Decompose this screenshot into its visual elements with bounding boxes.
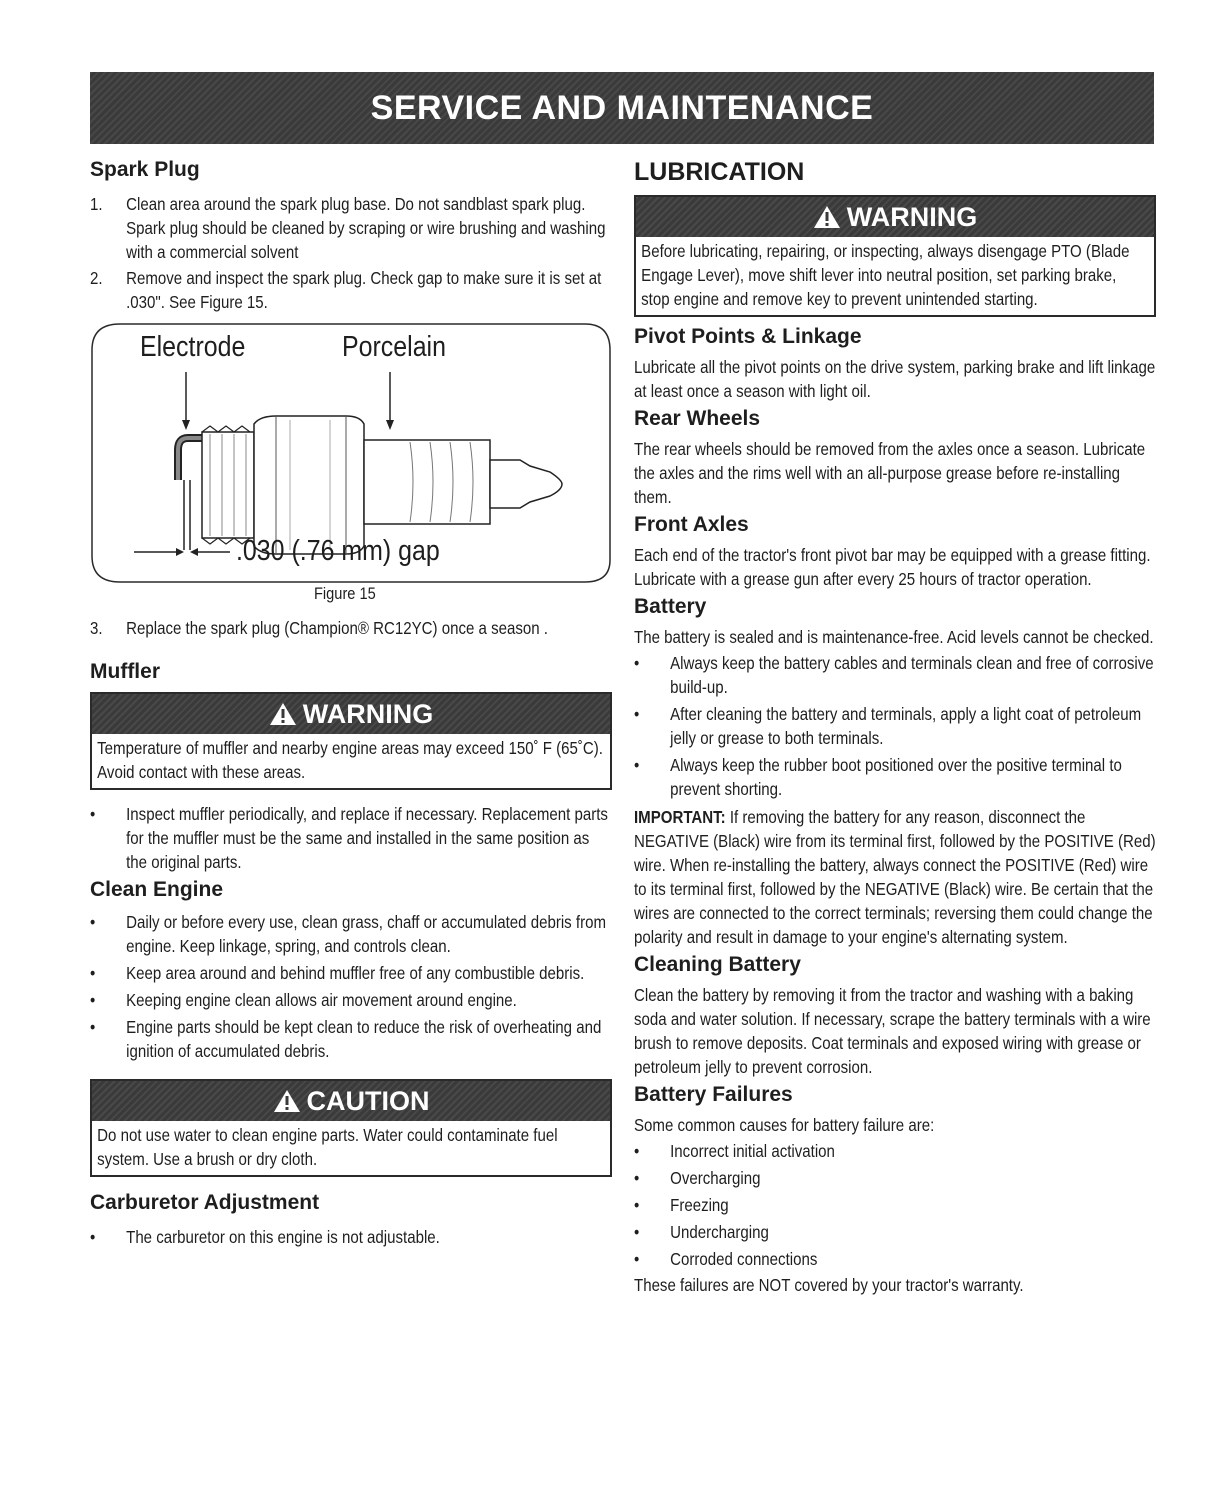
lubrication-warning-box xyxy=(634,195,1156,317)
spark-plug-step-3: 3. Replace the spark plug (Champion® RC12YC) once a season . xyxy=(90,618,548,638)
lubrication-warning-header: WARNING xyxy=(636,197,1154,237)
section-banner xyxy=(90,72,1154,144)
gap-label: .030 (.76 mm) gap xyxy=(236,535,440,567)
rear-wheels-text: The rear wheels should be removed from the axles once a season. Lubricate the axles and the rims well with an all-purpose grease before re-installing them. xyxy=(634,439,1146,507)
electrode-label: Electrode xyxy=(140,331,246,363)
battery-bullet-2: • After cleaning the battery and terminals, apply a light coat of petroleum jelly or grease to both terminals. xyxy=(634,704,1142,748)
battery-failure-item: • Freezing xyxy=(634,1195,729,1215)
clean-engine-bullet-3: • Keeping engine clean allows air movement around engine. xyxy=(90,990,517,1010)
spark-plug-heading: Spark Plug xyxy=(90,158,200,181)
spark-plug-step-1: 1. Clean area around the spark plug base. Do not sandblast spark plug. Spark plug should be cleaned by scraping or wire brushing and washing with a commercial solvent xyxy=(90,194,606,262)
battery-failure-item: • Incorrect initial activation xyxy=(634,1141,835,1161)
lubrication-heading: LUBRICATION xyxy=(634,158,805,186)
muffler-bullet: • Inspect muffler periodically, and replace if necessary. Replacement parts for the muffler must be the same and installed in the same position as the original parts. xyxy=(90,804,608,872)
pivot-text: Lubricate all the pivot points on the drive system, parking brake and lift linkage at least once a season with light oil. xyxy=(634,357,1156,401)
warning-triangle-icon xyxy=(269,702,297,726)
battery-failures-intro: Some common causes for battery failure are: xyxy=(634,1115,935,1135)
caution-box xyxy=(90,1079,612,1177)
spark-plug-step-2: 2. Remove and inspect the spark plug. Check gap to make sure it is set at .030". See Figure 15. xyxy=(90,268,602,312)
battery-bullet-3: • Always keep the rubber boot positioned over the positive terminal to prevent shorting. xyxy=(634,755,1122,799)
clean-engine-bullet-4: • Engine parts should be kept clean to reduce the risk of overheating and ignition of accumulated debris. xyxy=(90,1017,602,1061)
battery-bullet-1: • Always keep the battery cables and terminals clean and free of corrosive build-up. xyxy=(634,653,1154,697)
muffler-warning-text: Temperature of muffler and nearby engine areas may exceed 150˚ F (65˚C). Avoid contact with these areas. xyxy=(97,738,604,782)
warning-triangle-icon xyxy=(273,1089,301,1113)
important-text: If removing the battery for any reason, disconnect the NEGATIVE (Black) wire from its terminal first, followed by the POSITIVE (Red) wire. When re-installing the battery, always connect the POSITIVE (Red) wire to its terminal first, followed by the NEGATIVE (Black) wire. Be certain that the wires are connected to the correct terminals; reversing them could change the polarity and result in damage to your engine's alternating system. xyxy=(634,807,1156,947)
banner-title: SERVICE AND MAINTENANCE xyxy=(370,88,874,127)
carburetor-bullet: • The carburetor on this engine is not adjustable. xyxy=(90,1227,440,1247)
rear-wheels-heading: Rear Wheels xyxy=(634,407,761,430)
cleaning-battery-text: Clean the battery by removing it from the tractor and washing with a baking soda and water solution. If necessary, scrape the battery terminals with a wire brush to remove deposits. Coat terminals and exposed wiring with grease or petroleum jelly to prevent corrosion. xyxy=(634,985,1151,1077)
clean-engine-bullet-1: • Daily or before every use, clean grass, chaff or accumulated debris from engine. Keep linkage, spring, and controls clean. xyxy=(90,912,606,956)
clean-engine-bullet-2: • Keep area around and behind muffler free of any combustible debris. xyxy=(90,963,585,983)
important-label: IMPORTANT: xyxy=(634,807,726,827)
pivot-heading: Pivot Points & Linkage xyxy=(634,325,862,348)
battery-failure-item: • Corroded connections xyxy=(634,1249,818,1269)
front-axles-heading: Front Axles xyxy=(634,513,749,536)
warning-triangle-icon xyxy=(813,205,841,229)
caution-header: CAUTION xyxy=(92,1081,610,1121)
caution-text: Do not use water to clean engine parts. Water could contaminate fuel system. Use a brush or dry cloth. xyxy=(97,1125,558,1169)
cleaning-battery-heading: Cleaning Battery xyxy=(634,953,801,976)
left-column xyxy=(90,152,612,1249)
right-column xyxy=(634,152,1156,1297)
spark-plug-figure xyxy=(90,320,612,608)
battery-failures-heading: Battery Failures xyxy=(634,1083,793,1106)
battery-failure-item: • Undercharging xyxy=(634,1222,769,1242)
muffler-warning-box xyxy=(90,692,612,790)
battery-failure-item: • Overcharging xyxy=(634,1168,761,1188)
lubrication-warning-text: Before lubricating, repairing, or inspecting, always disengage PTO (Blade Engage Lever), move shift lever into neutral position, set parking brake, stop engine and remove key to prevent unintended starting. xyxy=(641,241,1130,309)
battery-failures-footer: These failures are NOT covered by your tractor's warranty. xyxy=(634,1275,1024,1295)
front-axles-text: Each end of the tractor's front pivot bar may be equipped with a grease fitting. Lubricate with a grease gun after every 25 hours of tractor operation. xyxy=(634,545,1151,589)
clean-engine-heading: Clean Engine xyxy=(90,878,224,901)
battery-heading: Battery xyxy=(634,595,707,618)
battery-text: The battery is sealed and is maintenance-free. Acid levels cannot be checked. xyxy=(634,627,1154,647)
carburetor-heading: Carburetor Adjustment xyxy=(90,1191,320,1214)
figure-caption: Figure 15 xyxy=(314,584,376,603)
porcelain-label: Porcelain xyxy=(342,331,446,363)
muffler-warning-header: WARNING xyxy=(92,694,610,734)
muffler-heading: Muffler xyxy=(90,660,160,683)
important-note xyxy=(634,805,1156,949)
